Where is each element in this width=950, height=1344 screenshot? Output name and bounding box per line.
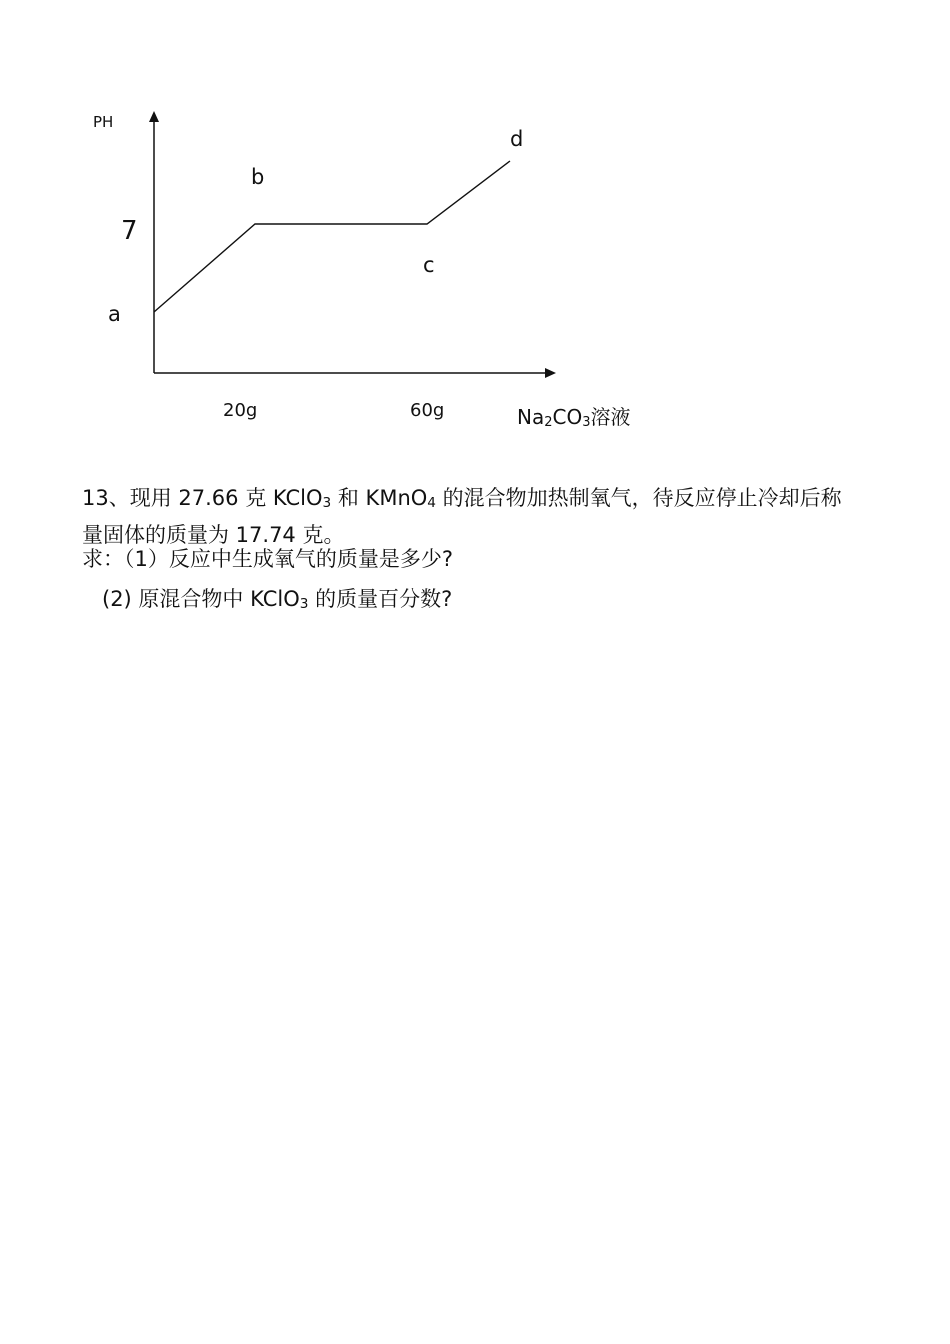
question-line-1: 13、现用 27.66 克 KClO3 和 KMnO4 的混合物加热制氧气，待反应停止冷却后称	[82, 486, 842, 512]
point-label-a: a	[108, 302, 121, 326]
ph-curve	[154, 161, 510, 312]
ph-diagram-svg	[0, 0, 950, 460]
x-tick-label-60g: 60g	[410, 400, 445, 421]
x-axis-label: Na2CO3溶液	[517, 405, 631, 430]
ph-diagram	[0, 0, 950, 460]
x-tick-label-20g: 20g	[223, 400, 258, 421]
x-axis-arrow	[545, 368, 556, 378]
question-line-4: (2) 原混合物中 KClO3 的质量百分数?	[102, 587, 453, 613]
point-label-d: d	[510, 127, 524, 151]
point-label-b: b	[251, 165, 265, 189]
question-line-3: 求：（1）反应中生成氧气的质量是多少?	[82, 547, 454, 571]
question-line-2: 量固体的质量为 17.74 克。	[82, 523, 345, 547]
y-axis-label: PH	[93, 113, 114, 131]
y-axis-arrow	[149, 111, 159, 122]
point-label-c: c	[423, 253, 435, 277]
y-tick-label-7: 7	[121, 216, 138, 246]
